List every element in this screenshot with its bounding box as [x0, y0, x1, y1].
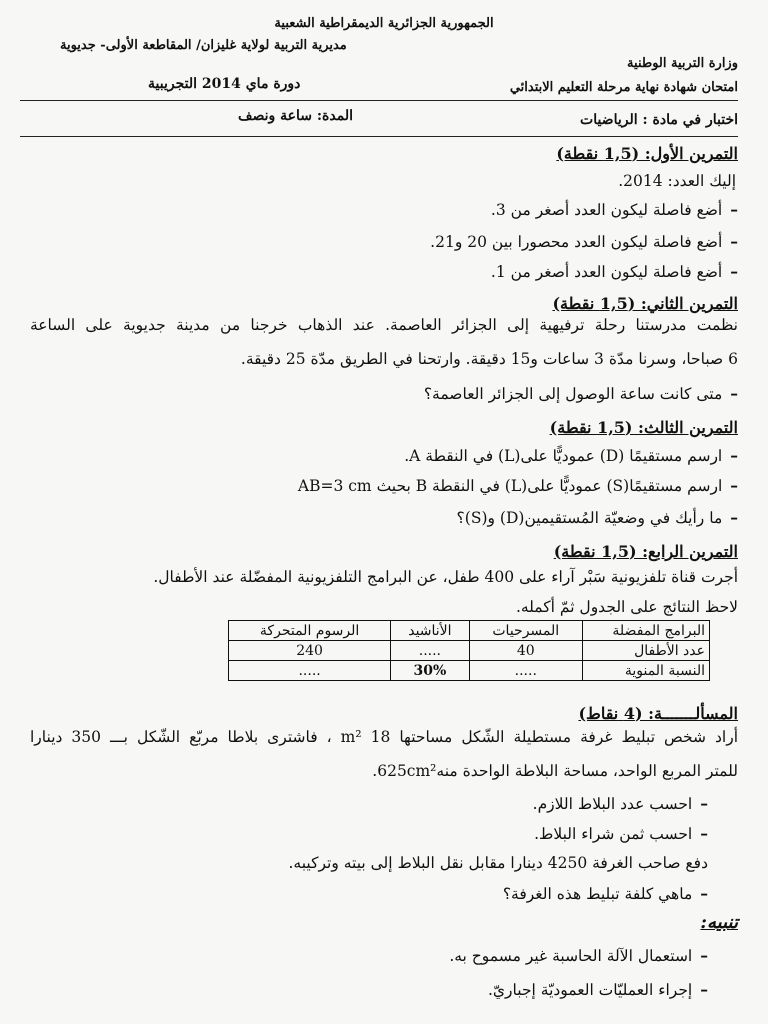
subject-divider — [20, 136, 738, 137]
table-row — [229, 621, 710, 641]
subject-text: اختبار في مادة : الرياضيات — [580, 112, 738, 128]
table-cell: 240 — [229, 641, 391, 661]
exercise-4-line1: أجرت قناة تلفزيونية سَبْر آراء على 400 طفل، عن البرامج التلفزيونية المفضّلة عند الأطفال. — [153, 568, 738, 586]
header-divider — [20, 100, 738, 101]
dash-bullet: – — [700, 946, 708, 965]
dash-bullet: – — [700, 794, 708, 813]
table-row — [229, 641, 710, 661]
table-cell: النسبة المنوية — [583, 661, 710, 681]
exercise-2-title: التمرين الثاني: (1,5 نقطة) — [552, 294, 738, 313]
table-cell: 40 — [469, 641, 582, 661]
exercise-1-item — [491, 200, 738, 219]
problem-item — [533, 794, 708, 813]
exercise-1-title: التمرين الأول: (1,5 نقطة) — [556, 144, 738, 163]
dash-bullet: – — [700, 980, 708, 999]
dash-bullet: – — [730, 476, 738, 495]
exercise-2-line2: 6 صباحا، وسرنا مدّة 3 ساعات و15 دقيقة. وارتحنا في الطريق مدّة 25 دقيقة. — [240, 350, 738, 368]
exercise-2-line1: نظمت مدرستنا رحلة ترفيهية إلى الجزائر العاصمة. عند الذهاب خرجنا من مدينة جديوية على الساعة — [30, 316, 738, 334]
exam-text: امتحان شهادة نهاية مرحلة التعليم الابتدائي — [509, 80, 738, 95]
table-cell: 30% — [391, 661, 469, 681]
question-text: متى كانت ساعة الوصول إلى الجزائر العاصمة؟ — [423, 384, 723, 403]
dash-bullet: – — [700, 884, 708, 903]
note-title: تنبيه: — [700, 912, 738, 933]
item-text: استعمال الآلة الحاسبة غير مسموح به. — [449, 946, 693, 965]
ministry-text: وزارة التربية الوطنية — [627, 56, 738, 71]
problem-line1: أراد شخص تبليط غرفة مستطيلة الشّكل مساحتها 18 m² ، فاشترى بلاطا مربّع الشّكل بـــ 350 دينارا — [30, 728, 738, 746]
session-text: دورة ماي 2014 التجريبية — [148, 76, 301, 92]
item-text: احسب عدد البلاط اللازم. — [532, 794, 693, 813]
table-cell: الأناشيد — [391, 621, 469, 641]
exercise-4-line2: لاحظ النتائج على الجدول ثمّ أكمله. — [515, 598, 738, 616]
exercise-1-item — [491, 262, 738, 281]
problem-question — [503, 884, 708, 903]
question-text: ماهي كلفة تبليط هذه الغرفة؟ — [502, 884, 693, 903]
duration-text: المدة: ساعة ونصف — [238, 108, 353, 124]
item-text: احسب ثمن شراء البلاط. — [534, 824, 693, 843]
dash-bullet: – — [700, 824, 708, 843]
table-cell: عدد الأطفال — [583, 641, 710, 661]
problem-item — [534, 824, 708, 843]
dash-bullet: – — [730, 446, 738, 465]
exercise-3-item — [404, 446, 738, 465]
item-text: أضع فاصلة ليكون العدد أصغر من 1. — [490, 262, 723, 281]
exercise-4-title: التمرين الرابع: (1,5 نقطة) — [553, 542, 738, 561]
exercise-1-item — [430, 232, 738, 251]
table-cell: ..... — [469, 661, 582, 681]
item-text: ما رأيك في وضعيّة المُستقيمين(D) و(S)؟ — [456, 508, 723, 527]
table-row — [229, 661, 710, 681]
dash-bullet: – — [730, 384, 738, 403]
dash-bullet: – — [730, 508, 738, 527]
table-cell: البرامج المفضلة — [583, 621, 710, 641]
table-cell: ..... — [229, 661, 391, 681]
exercise-3-item — [457, 508, 738, 527]
note-item — [449, 946, 708, 965]
item-text: إجراء العمليّات العموديّة إجباريّ. — [488, 980, 693, 999]
dash-bullet: – — [730, 262, 738, 281]
item-text: أضع فاصلة ليكون العدد أصغر من 3. — [490, 200, 723, 219]
table-cell: المسرحيات — [469, 621, 582, 641]
republic-title: الجمهورية الجزائرية الديمقراطية الشعبية — [274, 16, 494, 31]
item-text: أضع فاصلة ليكون العدد محصورا بين 20 و21. — [430, 232, 723, 251]
exercise-2-question — [424, 384, 738, 403]
exercise-3-item — [298, 476, 738, 495]
exercise-3-title: التمرين الثالث: (1,5 نقطة) — [549, 418, 738, 437]
table-cell: الرسوم المتحركة — [229, 621, 391, 641]
dash-bullet: – — [730, 232, 738, 251]
exercise-1-intro: إليك العدد: 2014. — [618, 172, 736, 190]
dash-bullet: – — [730, 200, 738, 219]
problem-line3: دفع صاحب الغرفة 4250 دينارا مقابل نقل البلاط إلى بيته وتركيبه. — [288, 854, 708, 872]
table-cell: ..... — [391, 641, 469, 661]
results-table — [228, 620, 710, 681]
problem-line2: للمتر المربع الواحد، مساحة البلاطة الواحدة منه625cm². — [372, 762, 738, 780]
item-text: ارسم مستقيمًا(S) عموديًّا على(L) في النقطة B بحيث AB=3 cm — [297, 476, 723, 495]
directorate-text: مديرية التربية لولاية غليزان/ المقاطعة الأولى- جديوية — [60, 38, 347, 53]
problem-title: المسألـــــــة: (4 نقاط) — [578, 704, 738, 723]
note-item — [488, 980, 708, 999]
item-text: ارسم مستقيمًا (D) عموديًّا على(L) في النقطة A. — [404, 446, 723, 465]
